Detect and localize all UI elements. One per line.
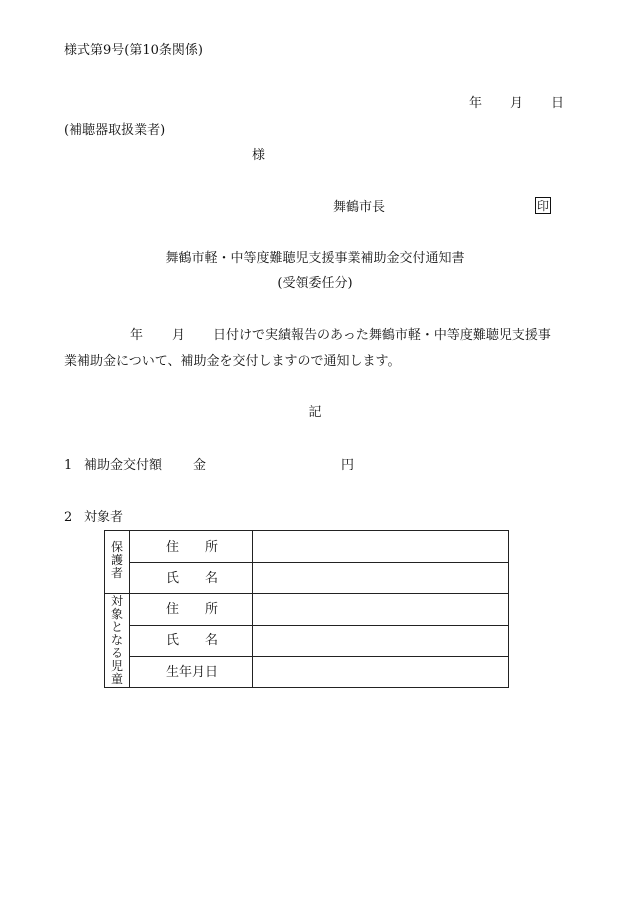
child-name-cell[interactable] bbox=[253, 626, 508, 656]
body-line-2: 業補助金について、補助金を交付しますので通知します。 bbox=[64, 354, 401, 369]
date-month-label: 月 bbox=[510, 96, 524, 111]
seal-mark: 印 bbox=[536, 198, 549, 213]
body-month-label: 月 bbox=[172, 328, 186, 343]
document-subtitle: (受領委任分) bbox=[277, 276, 353, 291]
vertical-char: 対 bbox=[110, 594, 123, 608]
vertical-char: 保 bbox=[110, 540, 123, 554]
guardian-name-label: 氏 名 bbox=[166, 571, 219, 586]
vertical-char: な bbox=[110, 633, 123, 647]
vertical-char: 護 bbox=[110, 553, 123, 567]
ki-heading: 記 bbox=[308, 405, 322, 420]
guardian-address-label: 住 所 bbox=[166, 540, 219, 555]
date-day-label: 日 bbox=[551, 96, 565, 111]
body-year-label: 年 bbox=[130, 328, 144, 343]
item-1-label: 補助金交付額 bbox=[84, 458, 163, 473]
item-1-number: 1 bbox=[64, 458, 73, 473]
vertical-char: 童 bbox=[110, 672, 123, 686]
vertical-char: 者 bbox=[110, 566, 123, 580]
vertical-char: 象 bbox=[110, 607, 123, 621]
child-address-cell[interactable] bbox=[253, 594, 508, 625]
vertical-char: る bbox=[110, 646, 123, 660]
subject-table bbox=[104, 530, 509, 688]
guardian-address-cell[interactable] bbox=[253, 531, 508, 562]
recipient-honorific: 様 bbox=[252, 148, 266, 163]
item-2-number: 2 bbox=[64, 510, 73, 525]
document-title: 舞鶴市軽・中等度難聴児支援事業補助金交付通知書 bbox=[165, 251, 465, 266]
vertical-char: 児 bbox=[110, 659, 123, 673]
item-2-label: 対象者 bbox=[84, 510, 124, 525]
child-address-label: 住 所 bbox=[166, 602, 219, 617]
form-number: 様式第9号(第10条関係) bbox=[64, 43, 203, 58]
item-1-amount-unit: 円 bbox=[341, 458, 355, 473]
recipient-label: (補聴器取扱業者) bbox=[64, 123, 166, 138]
child-name-label: 氏 名 bbox=[166, 633, 219, 648]
guardian-name-cell[interactable] bbox=[253, 563, 508, 593]
child-birthdate-cell[interactable] bbox=[253, 657, 508, 687]
child-group-label bbox=[105, 595, 129, 686]
vertical-char: と bbox=[110, 620, 123, 634]
item-1-amount-prefix: 金 bbox=[193, 458, 207, 473]
date-year-label: 年 bbox=[469, 96, 483, 111]
table-group-divider bbox=[129, 531, 130, 687]
issuer-name: 舞鶴市長 bbox=[333, 200, 386, 215]
body-line-1: 日付けで実績報告のあった舞鶴市軽・中等度難聴児支援事 bbox=[213, 328, 551, 343]
child-birthdate-label: 生年月日 bbox=[166, 665, 219, 680]
guardian-group-label bbox=[105, 541, 129, 580]
